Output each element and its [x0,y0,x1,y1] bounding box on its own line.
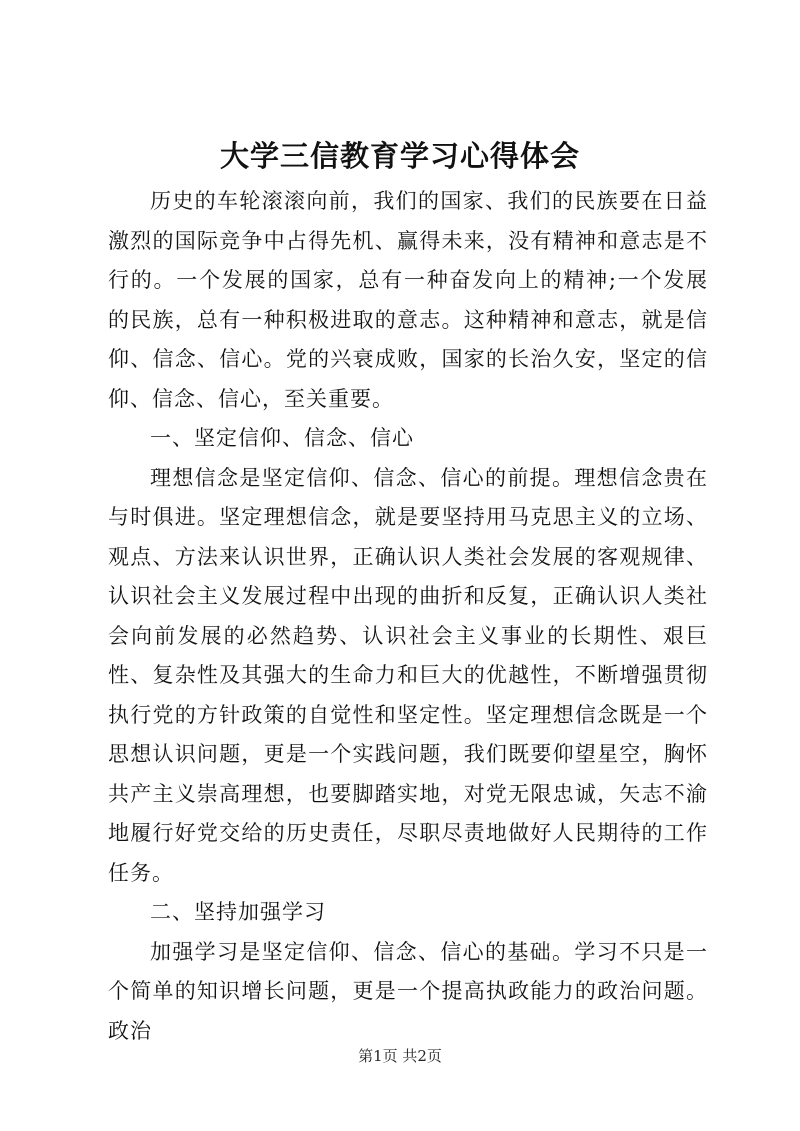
paragraph-section-2: 加强学习是坚定信仰、信念、信心的基础。学习不只是一个简单的知识增长问题，更是一个提高执政能力的政治问题。政治 [108,939,708,1043]
document-body [108,182,708,1051]
page-footer: 第1页 共2页 [358,1047,442,1065]
section-heading-1: 一、坚定信仰、信念、信心 [150,426,414,450]
document-title: 大学三信教育学习心得体会 [219,139,580,173]
paragraph-intro: 历史的车轮滚滚向前，我们的国家、我们的民族要在日益激烈的国际竞争中占得先机、赢得未来，没有精神和意志是不行的。一个发展的国家，总有一种奋发向上的精神;一个发展的民族，总有一种积极进取的意志。这种精神和意志，就是信仰、信念、信心。党的兴衰成败，国家的长治久安，坚定的信仰、信念、信心，至关重要。 [108,189,708,411]
section-heading-2: 二、坚持加强学习 [150,900,326,924]
paragraph-section-1: 理想信念是坚定信仰、信念、信心的前提。理想信念贵在与时俱进。坚定理想信念，就是要坚持用马克思主义的立场、观点、方法来认识世界，正确认识人类社会发展的客观规律、认识社会主义发展过程中出现的曲折和反复，正确认识人类社会向前发展的必然趋势、认识社会主义事业的长期性、艰巨性、复杂性及其强大的生命力和巨大的优越性，不断增强贯彻执行党的方针政策的自觉性和坚定性。坚定理想信念既是一个思想认识问题，更是一个实践问题，我们既要仰望星空，胸怀共产主义崇高理想，也要脚踏实地，对党无限忠诚，矢志不渝地履行好党交给的历史责任，尽职尽责地做好人民期待的工作任务。 [108,465,708,885]
